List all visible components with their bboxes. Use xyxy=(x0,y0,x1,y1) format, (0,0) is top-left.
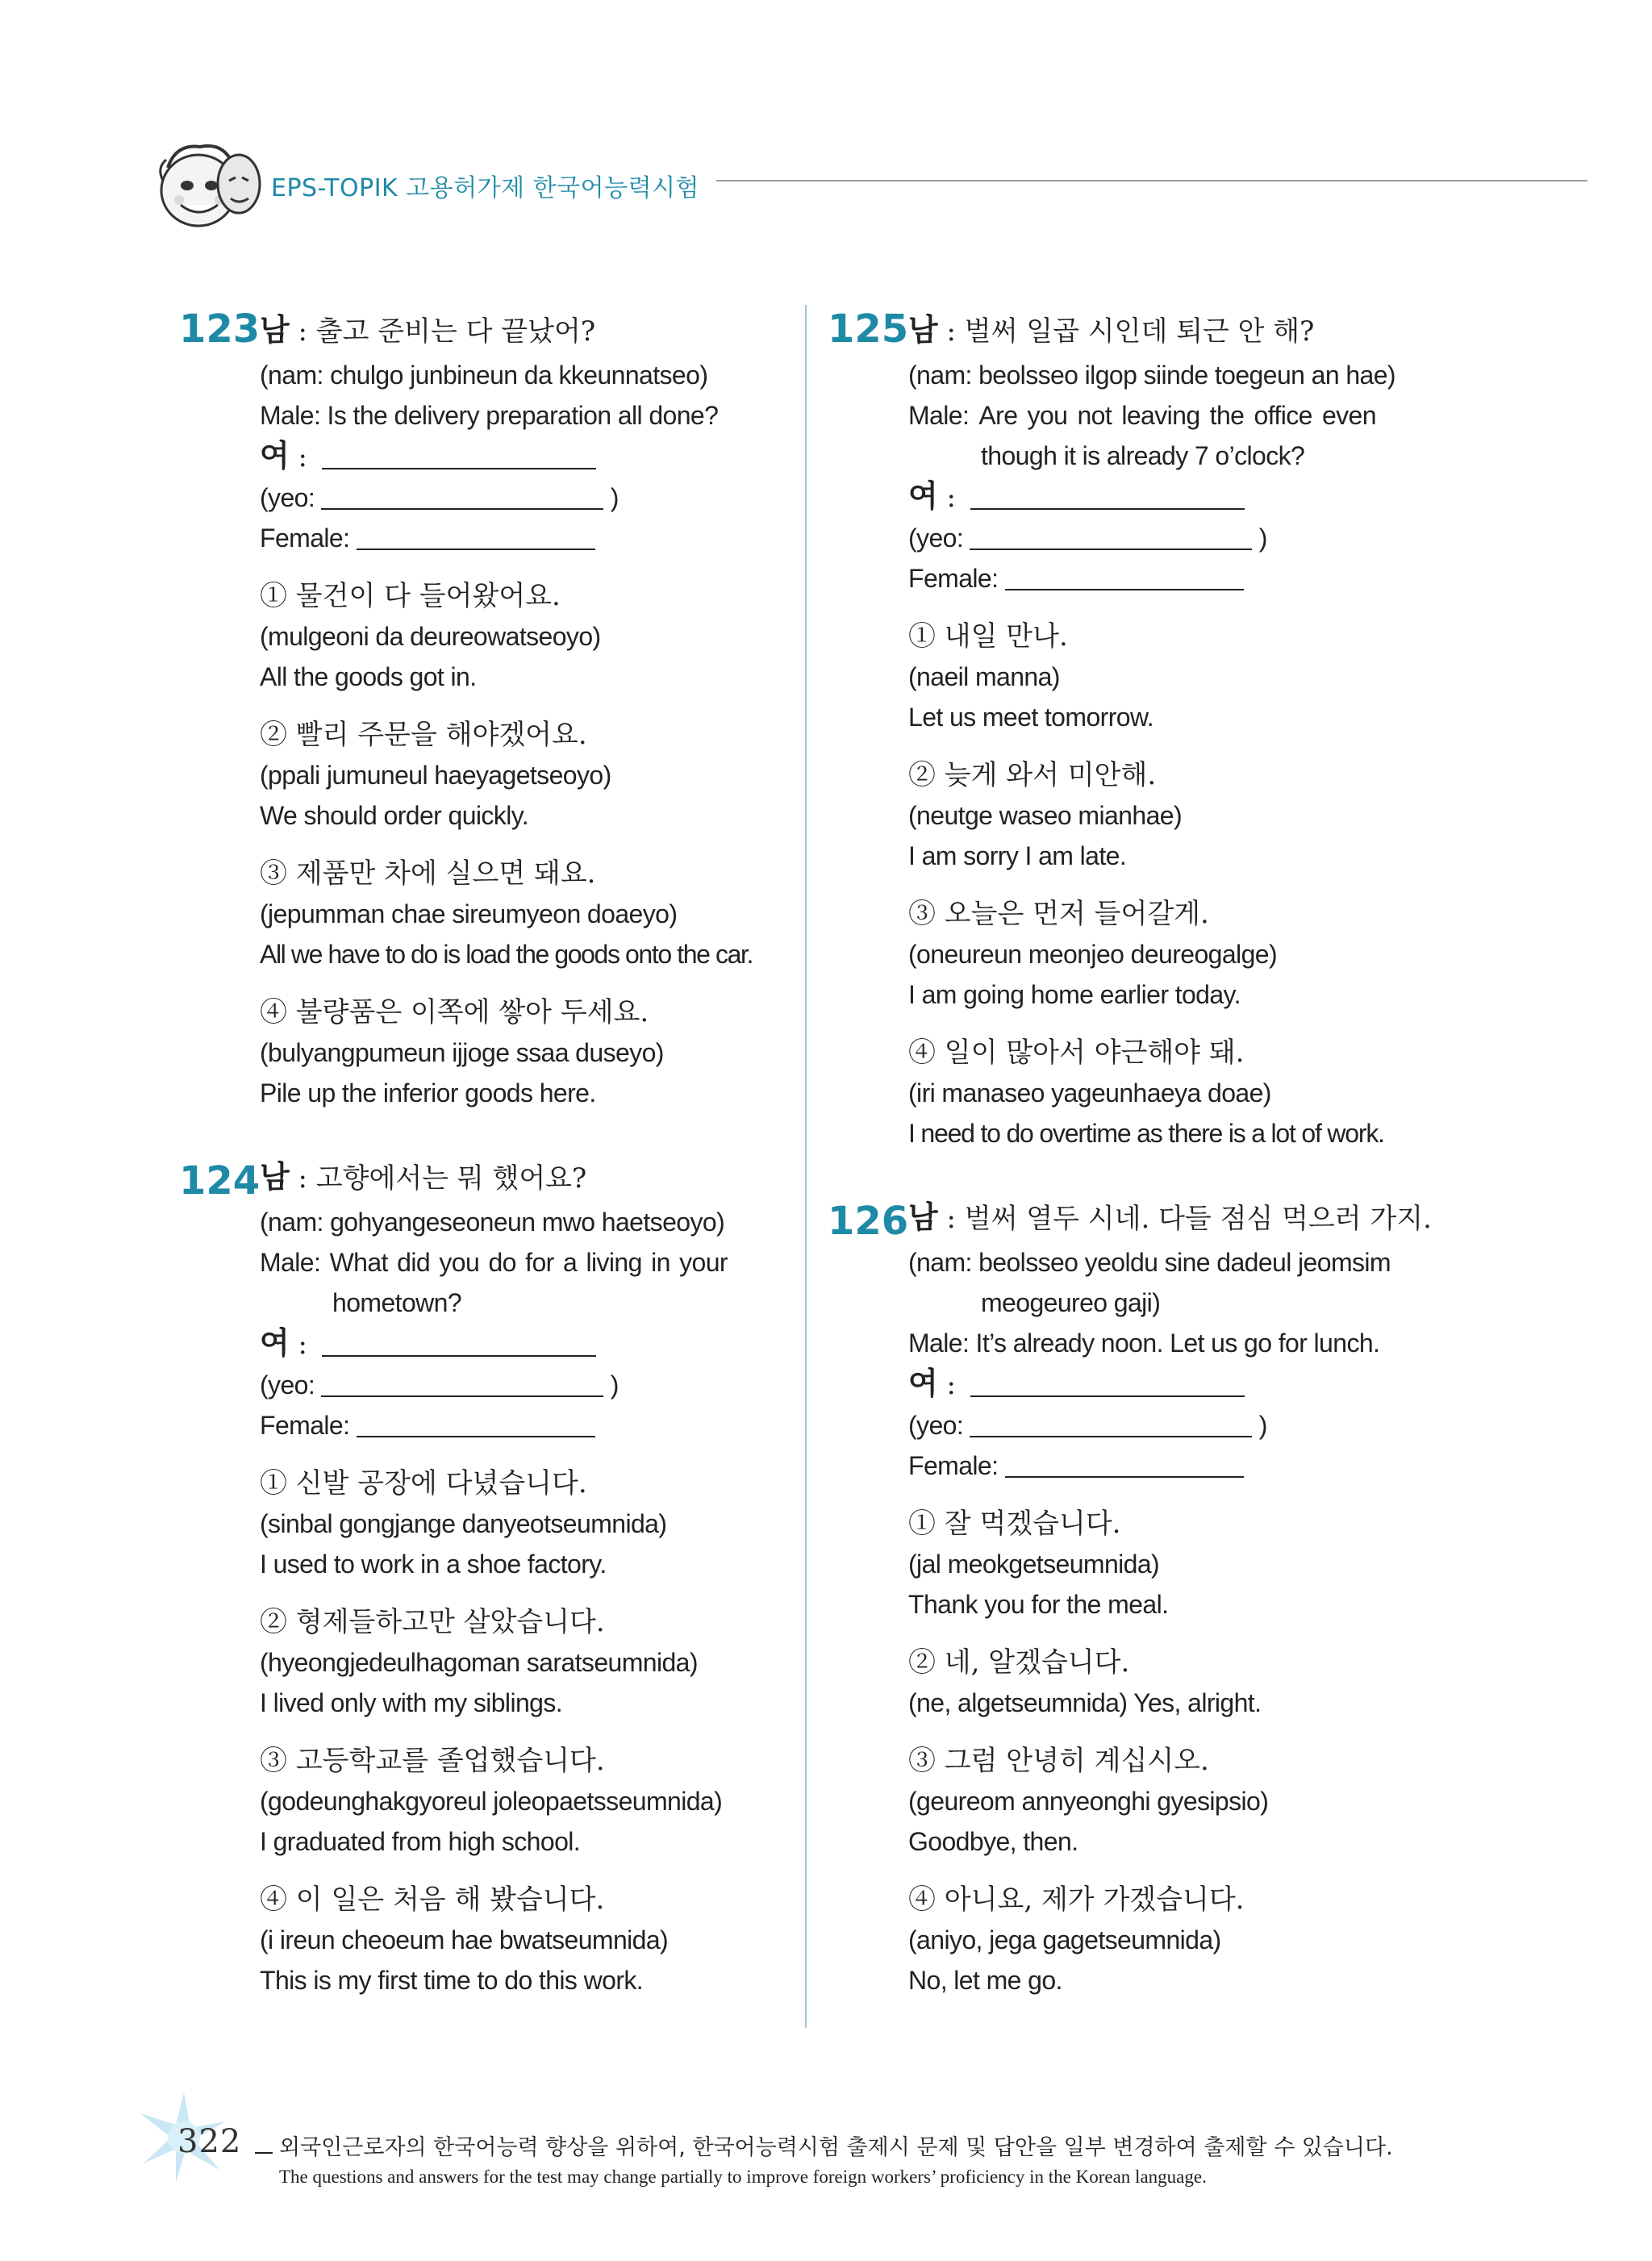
option-korean: ① 내일 만나. xyxy=(908,620,1068,653)
option-1 xyxy=(260,1463,728,1584)
male-english-word: Are xyxy=(978,401,1018,430)
option-english: All the goods got in. xyxy=(260,662,477,691)
answer-blank xyxy=(322,440,596,469)
option-english: Thank you for the meal. xyxy=(908,1590,1169,1619)
option-korean: ② 늦게 와서 미안해. xyxy=(908,759,1157,791)
question-body xyxy=(908,1242,1391,2000)
male-english-prefix: Male: xyxy=(260,1248,321,1277)
answer-blank xyxy=(1005,1449,1244,1478)
yeo-line xyxy=(260,1365,728,1405)
male-korean-line: 남 : 출고 준비는 다 끝났어? xyxy=(260,312,596,348)
option-korean: ③ 고등학교를 졸업했습니다. xyxy=(260,1745,605,1777)
speaker-male: 남 xyxy=(260,312,290,348)
female-label: Female: xyxy=(260,1411,350,1440)
yeo-label: (yeo: xyxy=(908,524,964,553)
option-korean: ③ 그럼 안녕히 계십시오. xyxy=(908,1745,1209,1777)
option-romanization: (bulyangpumeun ijjoge ssaa duseyo) xyxy=(260,1038,664,1067)
male-romanization-line2: meogeureo gaji) xyxy=(981,1288,1161,1317)
female-line xyxy=(260,518,728,558)
yeo-close: ) xyxy=(1258,1411,1267,1440)
option-english: We should order quickly. xyxy=(260,801,529,830)
male-english-line2: though it is already 7 o’clock? xyxy=(981,441,1305,470)
option-1 xyxy=(908,616,1376,737)
male-romanization-line1: (nam: beolsseo yeoldu sine dadeul jeomsim xyxy=(908,1248,1391,1277)
answer-blank xyxy=(357,1408,595,1437)
right-column xyxy=(828,307,1432,2000)
female-label: Female: xyxy=(908,564,999,593)
option-korean: ④ 일이 많아서 야근해야 돼. xyxy=(908,1037,1245,1069)
option-english: I need to do overtime as there is a lot of work. xyxy=(908,1119,1384,1148)
question-body xyxy=(260,355,753,1113)
option-english: I used to work in a shoe factory. xyxy=(260,1550,607,1579)
option-4 xyxy=(260,992,728,1113)
male-korean-line: 남 : 벌써 일곱 시인데 퇴근 안 해? xyxy=(908,312,1315,348)
option-korean: ③ 오늘은 먼저 들어갈게. xyxy=(908,898,1209,930)
option-2 xyxy=(260,715,728,836)
female-line xyxy=(260,1405,728,1445)
question-body xyxy=(260,1202,728,2000)
page-header xyxy=(152,136,1442,232)
question-header xyxy=(179,1153,728,1202)
option-romanization: (sinbal gongjange danyeotseumnida) xyxy=(260,1509,667,1538)
option-korean: ④ 불량품은 이쪽에 쌓아 두세요. xyxy=(260,996,649,1028)
option-romanization: (hyeongjedeulhagoman saratseumnida) xyxy=(260,1648,698,1677)
option-english: I lived only with my siblings. xyxy=(260,1688,563,1717)
left-column xyxy=(179,307,753,2000)
option-korean: ② 빨리 주문을 해야겠어요. xyxy=(260,719,587,751)
option-english: All we have to do is load the goods onto the car. xyxy=(260,940,753,969)
male-english-word: you xyxy=(439,1248,480,1277)
option-3 xyxy=(260,853,753,974)
male-english-word: the xyxy=(1209,401,1245,430)
male-english-word: not xyxy=(1077,401,1112,430)
male-korean-line: 남 : 벌써 열두 시네. 다들 점심 먹으러 가지. xyxy=(908,1199,1432,1235)
speaker-female: 여 xyxy=(260,438,290,473)
yeo-close: ) xyxy=(610,1370,619,1400)
speaker-male: 남 xyxy=(260,1159,290,1195)
yeo-line xyxy=(908,518,1376,558)
male-romanization: (nam: chulgo junbineun da kkeunnatseo) xyxy=(260,361,708,390)
speaker-female: 여 xyxy=(260,1325,290,1361)
option-english: Pile up the inferior goods here. xyxy=(260,1078,596,1108)
female-korean-line: 여 : xyxy=(260,436,728,478)
yeo-line xyxy=(908,1405,1376,1445)
male-english-line1 xyxy=(260,1242,728,1283)
answer-blank xyxy=(970,1408,1252,1437)
option-romanization: (aniyo, jega gagetseumnida) xyxy=(908,1925,1221,1954)
answer-blank xyxy=(970,521,1252,550)
option-korean: ④ 아니요, 제가 가겠습니다. xyxy=(908,1883,1245,1916)
option-romanization: (jepumman chae sireumyeon doaeyo) xyxy=(260,899,678,928)
option-1 xyxy=(260,576,728,697)
female-korean-line: 여 : xyxy=(908,1363,1376,1405)
answer-blank xyxy=(970,1368,1245,1397)
option-romanization: (iri manaseo yageunhaeya doae) xyxy=(908,1078,1271,1108)
male-english-word: a xyxy=(563,1248,578,1277)
mask-mascot-logo xyxy=(152,136,265,232)
option-4 xyxy=(260,1879,728,2000)
question-125 xyxy=(828,307,1395,1153)
answer-blank xyxy=(357,521,595,550)
footer-english-note: The questions and answers for the test may change partially to improve foreign workers’ proficiency in the Korean language. xyxy=(279,2167,1207,2187)
yeo-label: (yeo: xyxy=(260,483,315,512)
footer-dash xyxy=(255,2152,273,2154)
option-romanization: (ne, algetseumnida) Yes, alright. xyxy=(908,1688,1262,1717)
option-romanization: (godeunghakgyoreul joleopaetsseumnida) xyxy=(260,1787,723,1816)
male-korean: 고향에서는 뭐 했어요? xyxy=(315,1162,587,1195)
male-english-word: What xyxy=(329,1248,388,1277)
option-english: No, let me go. xyxy=(908,1966,1062,1995)
option-3 xyxy=(908,894,1376,1015)
male-english-line1 xyxy=(908,395,1376,436)
male-english-word: you xyxy=(1027,401,1068,430)
question-body xyxy=(908,355,1395,1153)
option-korean: ① 물건이 다 들어왔어요. xyxy=(260,580,561,612)
option-3 xyxy=(908,1741,1376,1862)
speaker-male: 남 xyxy=(908,1199,938,1235)
speaker-female: 여 xyxy=(908,478,938,514)
header-rule xyxy=(716,180,1587,181)
question-123 xyxy=(179,307,753,1113)
option-english: Goodbye, then. xyxy=(908,1827,1078,1856)
option-romanization: (naeil manna) xyxy=(908,662,1060,691)
option-korean: ② 네, 알겠습니다. xyxy=(908,1646,1130,1679)
male-korean: 벌써 열두 시네. 다들 점심 먹으러 가지. xyxy=(964,1203,1432,1235)
question-number: 123 xyxy=(179,307,261,352)
option-romanization: (oneureun meonjeo deureogalge) xyxy=(908,940,1278,969)
speaker-male: 남 xyxy=(908,312,938,348)
option-4 xyxy=(908,1879,1376,2000)
male-korean: 출고 준비는 다 끝났어? xyxy=(315,315,596,348)
female-line xyxy=(908,1445,1376,1486)
answer-blank xyxy=(322,1328,596,1357)
question-126 xyxy=(828,1194,1432,2000)
page-number: 322 xyxy=(177,2123,242,2160)
option-english: Let us meet tomorrow. xyxy=(908,703,1153,732)
answer-blank xyxy=(321,1368,603,1397)
question-124 xyxy=(179,1153,728,2000)
option-romanization: (geureom annyeonghi gyesipsio) xyxy=(908,1787,1269,1816)
male-korean-line: 남 : 고향에서는 뭐 했어요? xyxy=(260,1159,587,1195)
female-label: Female: xyxy=(260,524,350,553)
footer-korean-note: 외국인근로자의 한국어능력 향상을 위하여, 한국어능력시험 출제시 문제 및 답안을 일부 변경하여 출제할 수 있습니다. xyxy=(279,2135,1393,2160)
option-korean: ① 잘 먹겠습니다. xyxy=(908,1508,1121,1540)
option-korean: ③ 제품만 차에 실으면 돼요. xyxy=(260,857,596,890)
male-english-word: leaving xyxy=(1121,401,1200,430)
page-footer xyxy=(136,2089,1507,2194)
option-english: I graduated from high school. xyxy=(260,1827,581,1856)
male-english-prefix: Male: xyxy=(908,401,970,430)
male-english-word: office xyxy=(1254,401,1312,430)
male-english-word: living xyxy=(586,1248,642,1277)
question-number: 126 xyxy=(828,1199,909,1244)
male-romanization: (nam: beolsseo ilgop siinde toegeun an hae) xyxy=(908,361,1395,390)
answer-blank xyxy=(1005,561,1244,590)
female-line xyxy=(908,558,1376,599)
option-korean: ② 형제들하고만 살았습니다. xyxy=(260,1606,605,1638)
male-english: Male: Is the delivery preparation all done? xyxy=(260,401,719,430)
male-english-word: do xyxy=(488,1248,516,1277)
option-2 xyxy=(260,1602,728,1723)
yeo-label: (yeo: xyxy=(260,1370,315,1400)
female-korean-line: 여 : xyxy=(260,1323,728,1365)
yeo-line xyxy=(260,478,728,518)
female-korean-line: 여 : xyxy=(908,476,1376,518)
question-number: 125 xyxy=(828,307,909,352)
option-romanization: (ppali jumuneul haeyagetseoyo) xyxy=(260,761,611,790)
speaker-female: 여 xyxy=(908,1366,938,1401)
option-romanization: (jal meokgetseumnida) xyxy=(908,1550,1160,1579)
male-romanization: (nam: gohyangeseoneun mwo haetseoyo) xyxy=(260,1208,725,1237)
female-label: Female: xyxy=(908,1451,999,1480)
header-title: EPS-TOPIK 고용허가제 한국어능력시험 xyxy=(271,174,700,202)
option-korean: ① 신발 공장에 다녔습니다. xyxy=(260,1467,587,1500)
male-english-word: in xyxy=(651,1248,670,1277)
male-korean: 벌써 일곱 시인데 퇴근 안 해? xyxy=(964,315,1315,348)
male-english-word: did xyxy=(397,1248,431,1277)
option-romanization: (neutge waseo mianhae) xyxy=(908,801,1183,830)
answer-blank xyxy=(970,481,1245,510)
column-divider xyxy=(805,305,807,2028)
yeo-close: ) xyxy=(1258,524,1267,553)
question-number: 124 xyxy=(179,1158,261,1204)
option-3 xyxy=(260,1741,728,1862)
option-2 xyxy=(908,755,1376,876)
option-1 xyxy=(908,1504,1376,1625)
question-header xyxy=(828,1194,1432,1244)
male-english-word: even xyxy=(1321,401,1376,430)
option-4 xyxy=(908,1032,1384,1153)
option-romanization: (mulgeoni da deureowatseoyo) xyxy=(260,622,601,651)
yeo-close: ) xyxy=(610,483,619,512)
male-english-line2: hometown? xyxy=(332,1288,462,1317)
male-english: Male: It’s already noon. Let us go for lunch. xyxy=(908,1329,1380,1358)
option-english: This is my first time to do this work. xyxy=(260,1966,644,1995)
option-english: I am sorry I am late. xyxy=(908,841,1127,870)
option-korean: ④ 이 일은 처음 해 봤습니다. xyxy=(260,1883,605,1916)
question-header xyxy=(828,307,1376,355)
option-english: I am going home earlier today. xyxy=(908,980,1241,1009)
answer-blank xyxy=(321,481,603,510)
male-english-word: for xyxy=(525,1248,554,1277)
question-header xyxy=(179,307,728,355)
yeo-label: (yeo: xyxy=(908,1411,964,1440)
male-english-word: your xyxy=(679,1248,728,1277)
option-2 xyxy=(908,1642,1376,1723)
option-romanization: (i ireun cheoeum hae bwatseumnida) xyxy=(260,1925,669,1954)
